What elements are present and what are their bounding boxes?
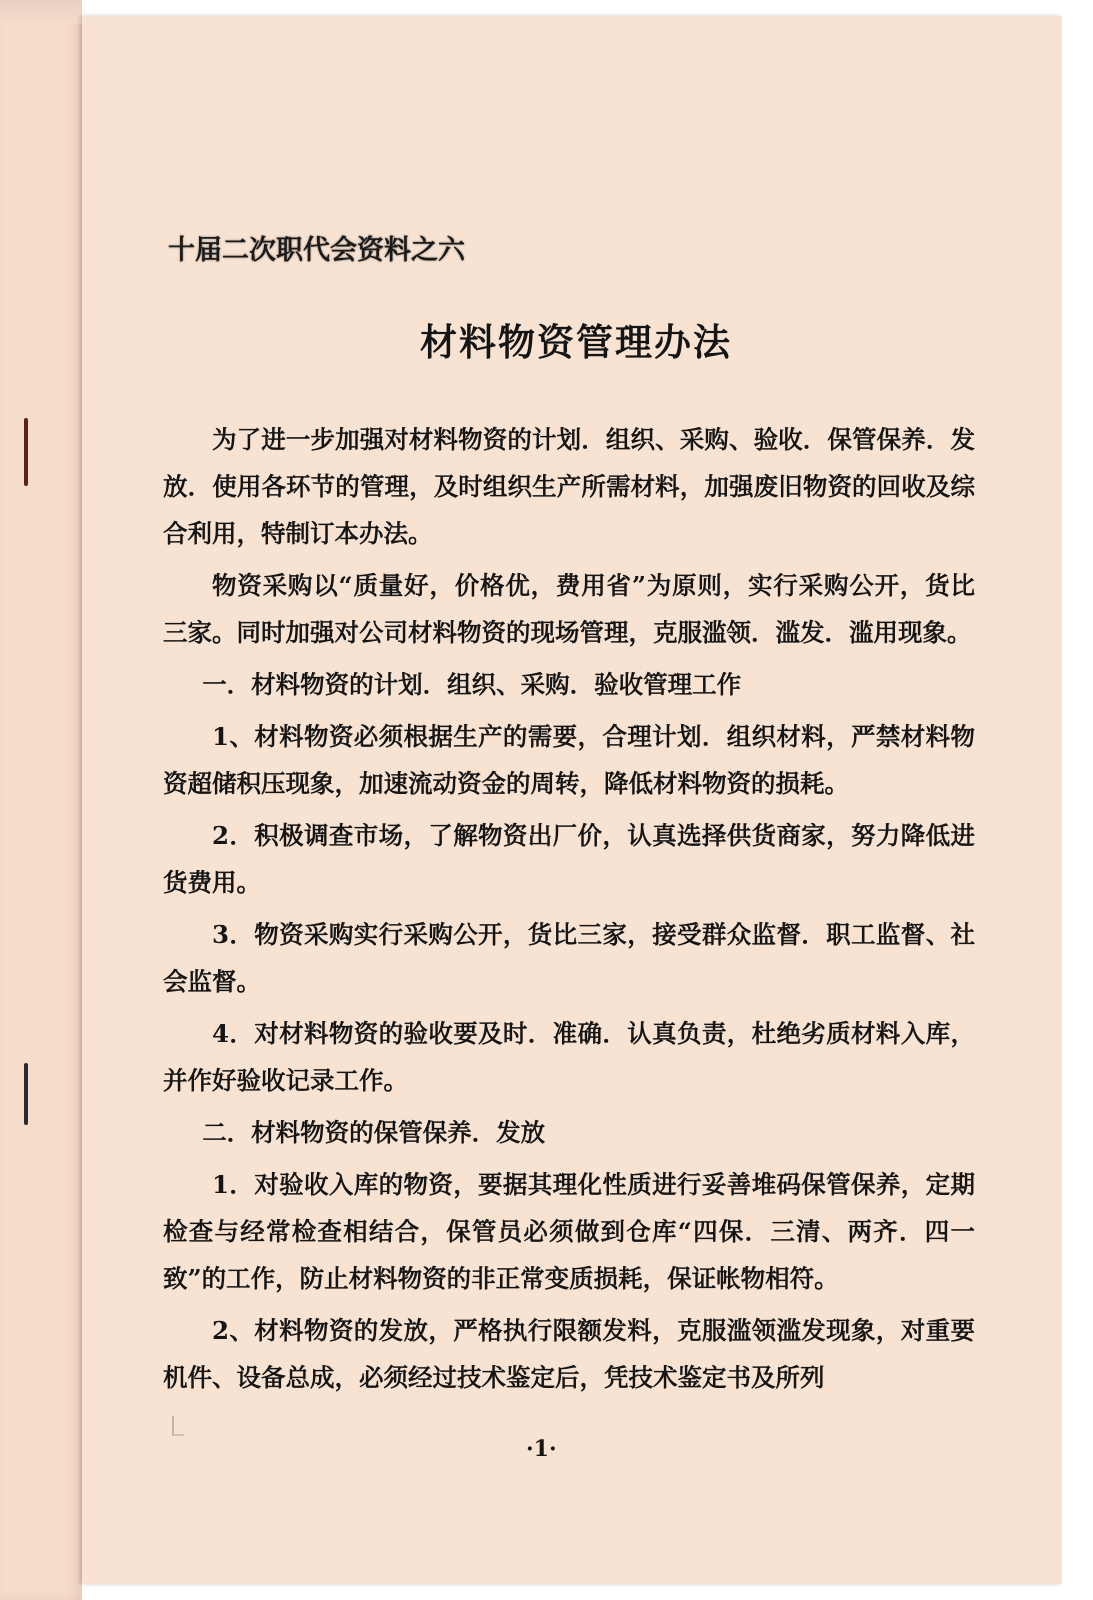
section-heading-2: 二．材料物资的保管保养．发放 [202,1118,546,1147]
section-1-item-3: 3．物资采购实行采购公开，货比三家，接受群众监督．职工监督、社会监督。 [163,920,975,996]
page-number: ·1· [526,1436,557,1462]
document-body [163,416,975,1406]
section-heading-1: 一．材料物资的计划．组织、采购．验收管理工作 [202,670,742,699]
paragraph-intro: 为了进一步加强对材料物资的计划．组织、采购、验收．保管保养．发放．使用各环节的管理，及时组织生产所需材料，加强废旧物资的回收及综合利用，特制订本办法。 [163,425,975,548]
section-1-item-1: 1、材料物资必须根据生产的需要，合理计划．组织材料，严禁材料物资超储积压现象，加速流动资金的周转，降低材料物资的损耗。 [163,722,975,798]
series-label: 十届二次职代会资料之六 [168,235,465,266]
margin-mark [172,1416,184,1436]
section-1-item-2: 2．积极调查市场，了解物资出厂价，认真选择供货商家，努力降低进货费用。 [163,821,975,897]
section-2-item-2: 2、材料物资的发放，严格执行限额发料，克服滥领滥发现象，对重要机件、设备总成，必须经过技术鉴定后，凭技术鉴定书及所列 [163,1316,975,1392]
section-1-item-4: 4．对材料物资的验收要及时．准确．认真负责，杜绝劣质材料入库，并作好验收记录工作。 [163,1019,975,1095]
paragraph-principle: 物资采购以“质量好，价格优，费用省”为原则，实行采购公开，货比三家。同时加强对公司材料物资的现场管理，克服滥领．滥发．滥用现象。 [163,571,975,647]
section-2-item-1: 1．对验收入库的物资，要据其理化性质进行妥善堆码保管保养，定期检查与经常检查相结合，保管员必须做到仓库“四保．三清、两齐．四一致”的工作，防止材料物资的非正常变质损耗，保证帐物相符。 [163,1170,975,1293]
page-title: 材料物资管理办法 [420,321,732,364]
